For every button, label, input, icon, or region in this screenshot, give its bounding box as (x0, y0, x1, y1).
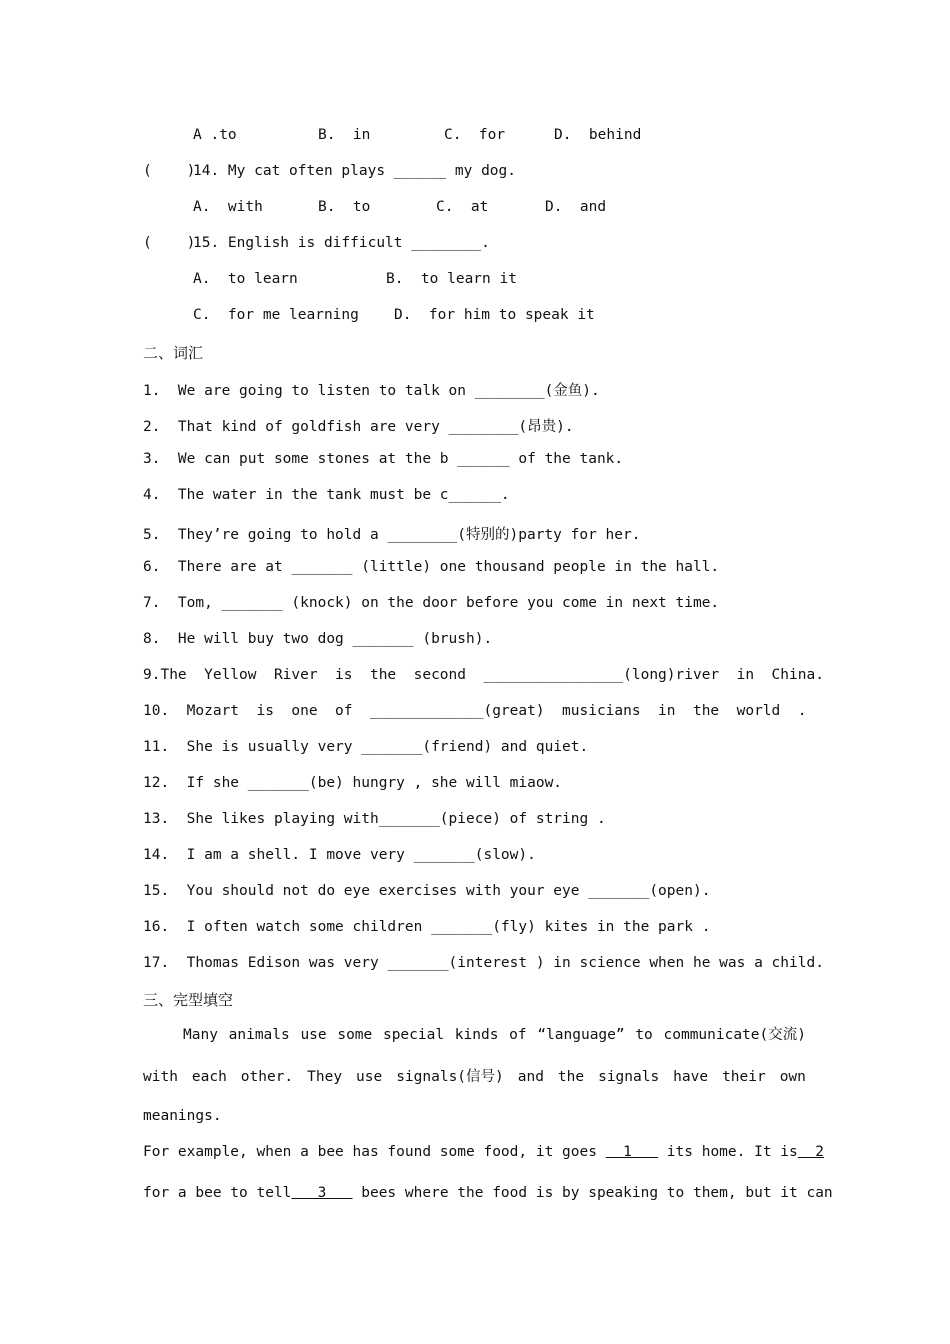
word: communicate(交流) (663, 1027, 806, 1043)
passage-line (143, 1144, 824, 1160)
passage-text: its home. It is (658, 1144, 798, 1160)
blank-2: 2 (797, 1144, 824, 1160)
word: “language” (537, 1027, 625, 1043)
word: use (356, 1069, 383, 1085)
passage-line (143, 1067, 806, 1087)
word: each (191, 1069, 227, 1085)
word: other. (240, 1069, 294, 1085)
word: kinds (454, 1027, 499, 1043)
vocab-item: 16. I often watch some children _______(fly) kites in the park . (143, 919, 711, 935)
vocab-item: 17. Thomas Edison was very _______(interest ) in science when he was a child. (143, 955, 824, 971)
passage-line: meanings. (143, 1108, 222, 1124)
section-heading: 三、完型填空 (143, 991, 234, 1009)
option-c: C. for (444, 127, 506, 143)
vocab-item: 12. If she _______(be) hungry , she will miaow. (143, 775, 563, 791)
answer-paren: ( ) (143, 163, 196, 179)
word: Many (183, 1027, 218, 1043)
word: animals (228, 1027, 290, 1043)
question-stem: 14. My cat often plays ______ my dog. (193, 163, 517, 179)
vocab-item: 8. He will buy two dog _______ (brush). (143, 631, 493, 647)
vocab-item: 10. Mozart is one of _____________(great) musicians in the world . (143, 703, 807, 719)
option-b: B. to learn it (386, 271, 517, 287)
word: special (382, 1027, 445, 1043)
vocab-item: 4. The water in the tank must be c______. (143, 487, 510, 503)
option-b: B. to (318, 199, 371, 215)
word: signals (598, 1069, 660, 1085)
vocab-item: 6. There are at _______ (little) one thousand people in the hall. (143, 559, 720, 575)
vocab-item: 13. She likes playing with_______(piece) of string . (143, 811, 606, 827)
option-d: D. behind (554, 127, 642, 143)
passage-text: for a bee to tell (143, 1185, 292, 1201)
word: their (722, 1069, 766, 1085)
vocab-item: 11. She is usually very _______(friend) and quiet. (143, 739, 589, 755)
vocab-item: 1. We are going to listen to talk on ________(金鱼). (143, 383, 600, 399)
blank-1: 1 (605, 1144, 659, 1160)
passage-text: bees where the food is by speaking to them, but it can (352, 1185, 833, 1201)
vocab-item: 7. Tom, _______ (knock) on the door before you come in next time. (143, 595, 720, 611)
option-d: D. and (545, 199, 607, 215)
vocab-item: 5. They’re going to hold a ________(特别的)party for her. (143, 527, 641, 543)
vocab-item: 14. I am a shell. I move very _______(slow). (143, 847, 536, 863)
word: signals(信号) (396, 1069, 504, 1085)
option-c: C. at (436, 199, 489, 215)
passage-line (143, 1185, 833, 1201)
word: own (779, 1069, 806, 1085)
option-a: A .to (193, 127, 237, 143)
blank-3: 3 (291, 1185, 353, 1201)
question-stem: 15. English is difficult ________. (193, 235, 490, 251)
section-heading: 二、词汇 (143, 344, 204, 362)
option-a: A. to learn (193, 271, 298, 287)
word: some (337, 1027, 373, 1043)
vocab-item: 15. You should not do eye exercises with your eye _______(open). (143, 883, 711, 899)
word: to (635, 1027, 653, 1043)
word: the (557, 1069, 585, 1085)
answer-paren: ( ) (143, 235, 196, 251)
option-b: B. in (318, 127, 371, 143)
word: have (673, 1069, 709, 1085)
option-d: D. for him to speak it (394, 307, 595, 323)
option-c: C. for me learning (193, 307, 359, 323)
word: They (307, 1069, 343, 1085)
passage-line (183, 1025, 806, 1045)
vocab-item: 2. That kind of goldfish are very ________(昂贵). (143, 419, 574, 435)
vocab-item: 3. We can put some stones at the b ______ of the tank. (143, 451, 624, 467)
vocab-item: 9.The Yellow River is the second ________________(long)river in China. (143, 667, 824, 683)
word: with (143, 1069, 178, 1085)
word: and (517, 1069, 544, 1085)
option-a: A. with (193, 199, 263, 215)
word: use (300, 1027, 327, 1043)
word: of (509, 1027, 527, 1043)
passage-text: For example, when a bee has found some food, it goes (143, 1144, 606, 1160)
